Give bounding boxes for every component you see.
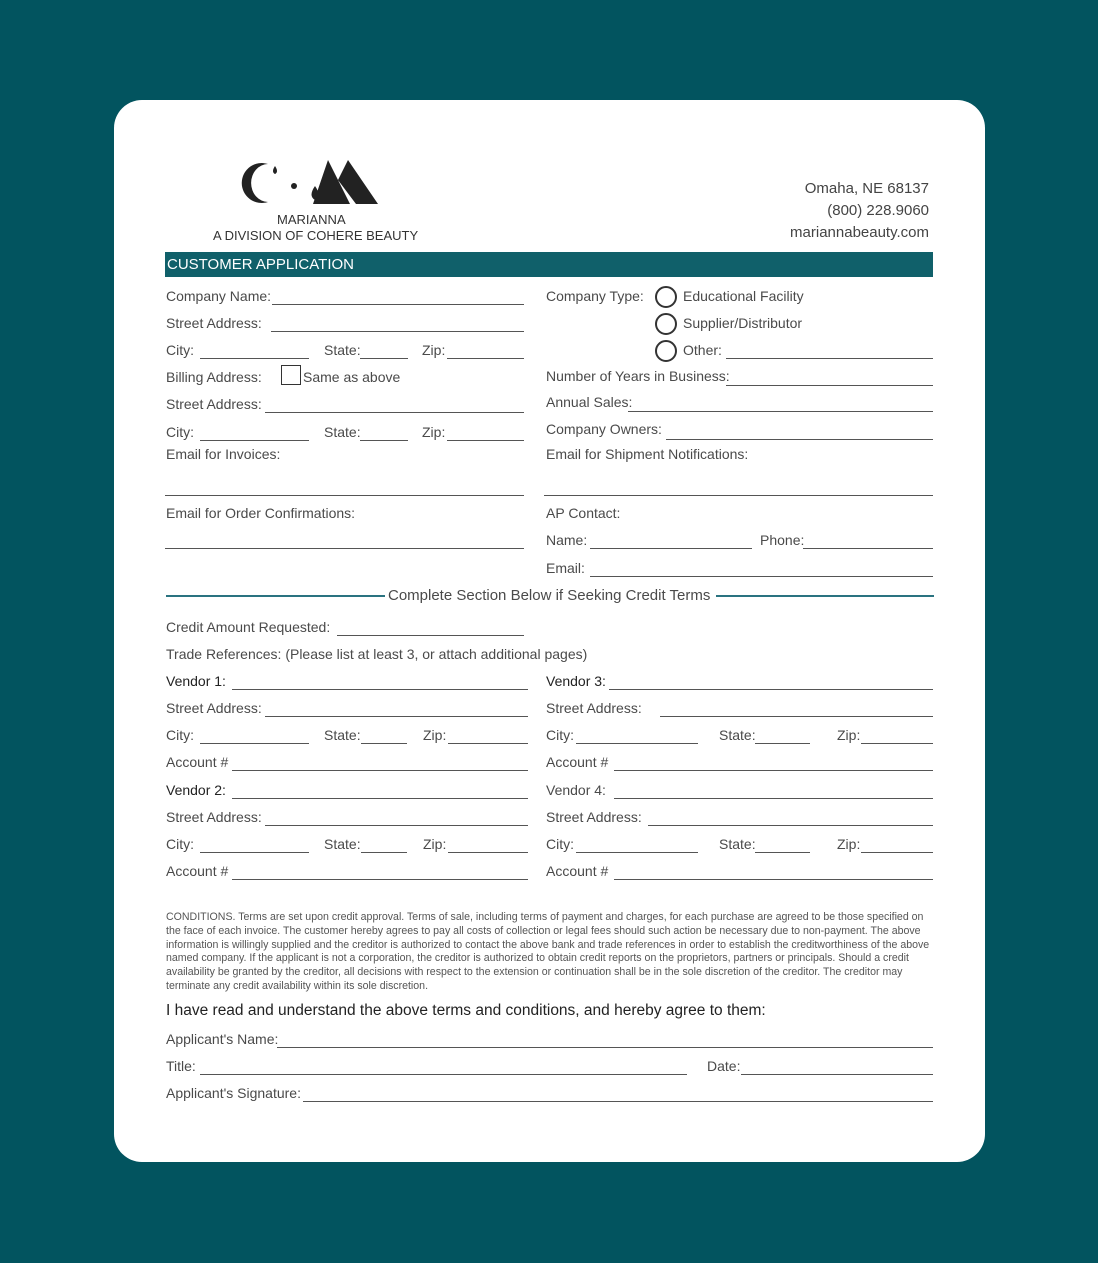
radio-supplier[interactable] [655, 313, 677, 335]
vendor4-city-label: City: [546, 836, 574, 852]
vendor1-label: Vendor 1: [166, 673, 226, 689]
conditions-text: CONDITIONS. Terms are set upon credit approval. Terms of sale, including terms of payment and charges, for each purchase are agreed to be those specified on the face of each invoice. The customer hereby agrees to pay all costs of collection or legal fees should such action be necessary due to non-payment. The above information is willingly supplied and the creditor is authorized to contact the above bank and trade references in order to establish the creditworthiness of the above named company. If the applicant is not a corporation, the creditor is authorized to obtain credit reports on the proprietors, partners or principals. Should a credit availability be granted by the creditor, all decisions with respect to the extension or continuation shall be in the sole discretion of the creditor. The creditor may terminate any credit availability within its sole discretion. [166, 911, 930, 992]
city-label: City: [166, 342, 194, 358]
billing-state-label: State: [324, 424, 361, 440]
vendor1-account-field[interactable] [232, 770, 528, 771]
email-shipment-field[interactable] [544, 495, 933, 496]
owners-label: Company Owners: [546, 421, 662, 437]
title-label: Title: [166, 1058, 196, 1074]
cohere-logo-icon [238, 158, 383, 208]
vendor3-account-field[interactable] [614, 770, 933, 771]
signature-label: Applicant's Signature: [166, 1085, 301, 1101]
vendor4-field[interactable] [614, 798, 933, 799]
same-as-above-label: Same as above [303, 369, 401, 385]
vendor3-zip-field[interactable] [861, 743, 933, 744]
vendor3-street-label: Street Address: [546, 700, 642, 716]
radio-educational[interactable] [655, 286, 677, 308]
vendor2-street-field[interactable] [265, 825, 528, 826]
credit-divider-text: Complete Section Below if Seeking Credit Terms [388, 587, 711, 604]
vendor2-street-label: Street Address: [166, 809, 262, 825]
vendor1-zip-field[interactable] [448, 743, 528, 744]
vendor2-account-label: Account # [166, 863, 229, 879]
vendor1-account-label: Account # [166, 754, 229, 770]
vendor1-city-field[interactable] [200, 743, 309, 744]
ap-email-label: Email: [546, 560, 585, 576]
ap-name-field[interactable] [590, 548, 752, 549]
vendor4-city-field[interactable] [576, 852, 698, 853]
vendor3-account-label: Account # [546, 754, 609, 770]
logo-brand: MARIANNA [277, 212, 346, 227]
state-label: State: [324, 342, 361, 358]
street-label: Street Address: [166, 315, 262, 331]
ap-contact-label: AP Contact: [546, 505, 621, 521]
vendor1-zip-label: Zip: [423, 727, 447, 743]
ap-phone-field[interactable] [803, 548, 933, 549]
vendor2-zip-field[interactable] [448, 852, 528, 853]
vendor2-field[interactable] [232, 798, 528, 799]
vendor2-account-field[interactable] [232, 879, 528, 880]
vendor4-label: Vendor 4: [546, 782, 606, 798]
type-supplier: Supplier/Distributor [683, 315, 803, 331]
section-header: CUSTOMER APPLICATION [165, 252, 933, 277]
vendor2-city-field[interactable] [200, 852, 309, 853]
vendor2-zip-label: Zip: [423, 836, 447, 852]
agreement-text: I have read and understand the above terms and conditions, and hereby agree to them: [166, 1002, 766, 1019]
vendor3-state-label: State: [719, 727, 756, 743]
vendor3-zip-label: Zip: [837, 727, 861, 743]
company-name-field[interactable] [272, 304, 524, 305]
radio-other[interactable] [655, 340, 677, 362]
divider-right [716, 595, 934, 597]
vendor2-state-label: State: [324, 836, 361, 852]
vendor4-state-label: State: [719, 836, 756, 852]
same-as-above-checkbox[interactable] [281, 365, 301, 385]
billing-zip-label: Zip: [422, 424, 446, 440]
company-city: Omaha, NE 68137 [804, 180, 929, 197]
street-field[interactable] [271, 331, 524, 332]
vendor2-state-field[interactable] [361, 852, 407, 853]
ap-name-label: Name: [546, 532, 588, 548]
vendor3-city-label: City: [546, 727, 574, 743]
other-field[interactable] [726, 358, 933, 359]
company-type-label: Company Type: [546, 288, 644, 304]
vendor2-city-label: City: [166, 836, 194, 852]
zip-label: Zip: [422, 342, 446, 358]
vendor4-account-label: Account # [546, 863, 609, 879]
credit-amount-field[interactable] [337, 635, 524, 636]
owners-field[interactable] [666, 439, 933, 440]
email-invoices-label: Email for Invoices: [166, 446, 281, 462]
sales-label: Annual Sales: [546, 394, 633, 410]
email-invoices-field[interactable] [165, 495, 524, 496]
email-shipment-label: Email for Shipment Notifications: [546, 446, 749, 462]
vendor1-state-label: State: [324, 727, 361, 743]
vendor4-account-field[interactable] [614, 879, 933, 880]
applicant-name-label: Applicant's Name: [166, 1031, 279, 1047]
zip-field[interactable] [447, 358, 524, 359]
applicant-name-field[interactable] [277, 1047, 933, 1048]
logo-division: A DIVISION OF COHERE BEAUTY [213, 228, 419, 243]
trade-refs-label: Trade References: (Please list at least 3, or attach additional pages) [166, 646, 588, 662]
vendor3-state-field[interactable] [755, 743, 810, 744]
company-website: mariannabeauty.com [790, 224, 929, 241]
title-field[interactable] [200, 1074, 687, 1075]
ap-phone-label: Phone: [760, 532, 805, 548]
years-field[interactable] [726, 385, 933, 386]
vendor3-street-field[interactable] [660, 716, 933, 717]
date-label: Date: [707, 1058, 741, 1074]
ap-email-field[interactable] [590, 576, 933, 577]
date-field[interactable] [741, 1074, 933, 1075]
vendor4-street-field[interactable] [648, 825, 933, 826]
vendor1-street-field[interactable] [265, 716, 528, 717]
vendor1-field[interactable] [232, 689, 528, 690]
vendor4-street-label: Street Address: [546, 809, 642, 825]
type-other: Other: [683, 342, 722, 358]
years-label: Number of Years in Business: [546, 368, 730, 384]
state-field[interactable] [360, 358, 408, 359]
company-phone: (800) 228.9060 [827, 202, 929, 219]
vendor3-field[interactable] [609, 689, 933, 690]
vendor1-street-label: Street Address: [166, 700, 262, 716]
billing-street-field[interactable] [265, 412, 524, 413]
billing-state-field[interactable] [360, 440, 408, 441]
billing-zip-field[interactable] [447, 440, 524, 441]
billing-city-label: City: [166, 424, 194, 440]
billing-city-field[interactable] [200, 440, 309, 441]
billing-street-label: Street Address: [166, 396, 262, 412]
vendor4-zip-field[interactable] [861, 852, 933, 853]
divider-left [166, 595, 385, 597]
vendor3-city-field[interactable] [576, 743, 698, 744]
email-orders-label: Email for Order Confirmations: [166, 505, 356, 521]
billing-label: Billing Address: [166, 369, 262, 385]
vendor3-label: Vendor 3: [546, 673, 606, 689]
company-name-label: Company Name: [166, 288, 272, 304]
vendor4-zip-label: Zip: [837, 836, 861, 852]
vendor1-state-field[interactable] [361, 743, 407, 744]
vendor4-state-field[interactable] [755, 852, 810, 853]
type-educational: Educational Facility [683, 288, 804, 304]
signature-field[interactable] [303, 1101, 933, 1102]
email-orders-field[interactable] [165, 548, 524, 549]
credit-amount-label: Credit Amount Requested: [166, 619, 331, 635]
vendor1-city-label: City: [166, 727, 194, 743]
city-field[interactable] [200, 358, 309, 359]
sales-field[interactable] [628, 411, 933, 412]
vendor2-label: Vendor 2: [166, 782, 226, 798]
